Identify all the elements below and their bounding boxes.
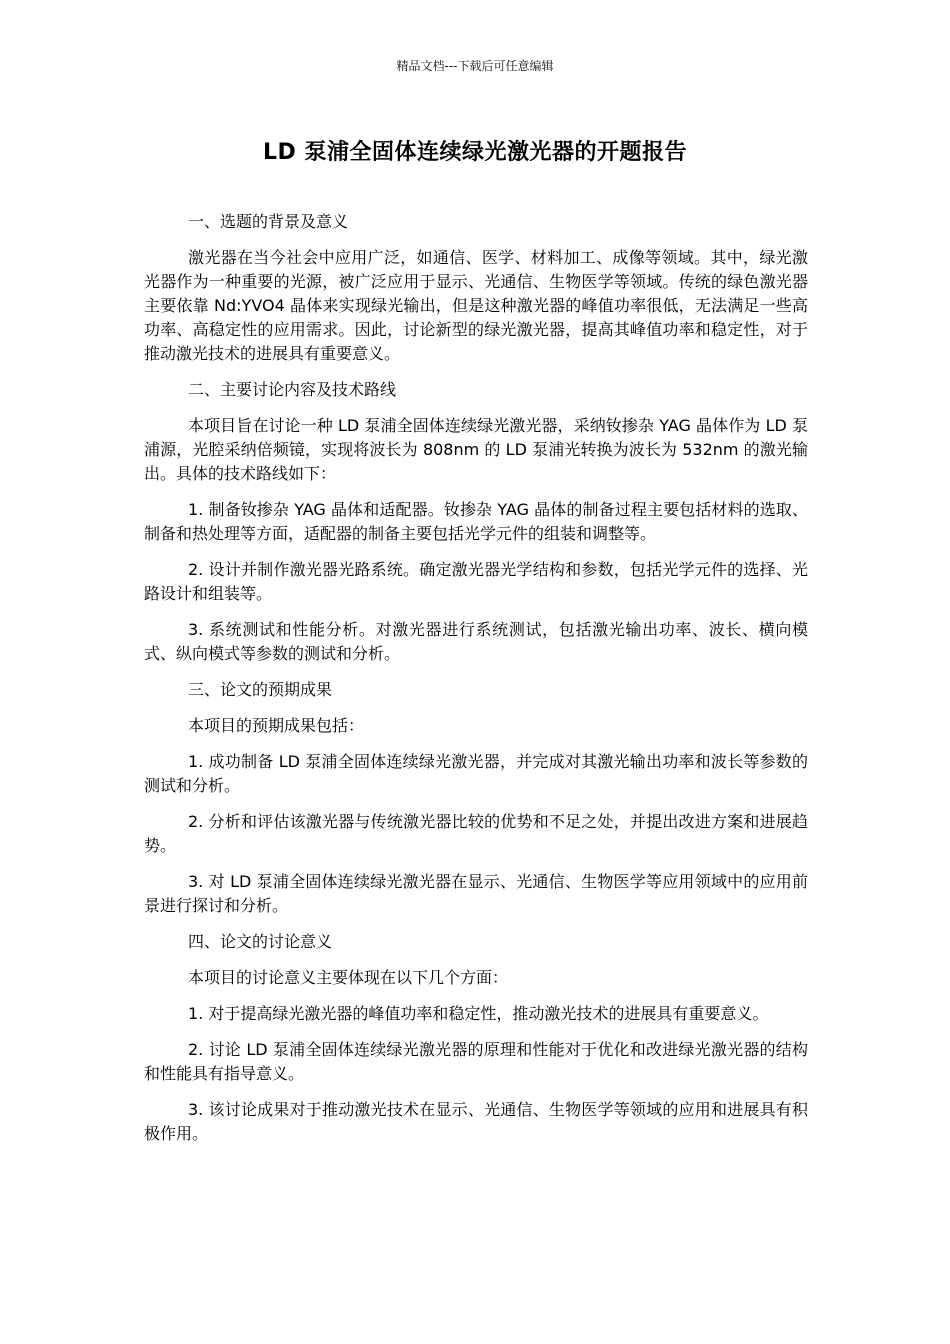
- list-item: 1. 对于提高绿光激光器的峰值功率和稳定性，推动激光技术的进展具有重要意义。: [188, 1004, 769, 1023]
- document-body: [144, 210, 808, 1158]
- list-item: 2. 分析和评估该激光器与传统激光器比较的优势和不足之处，并提出改进方案和进展趋势。: [144, 812, 808, 855]
- document-title: LD 泵浦全固体连续绿光激光器的开题报告: [263, 140, 687, 165]
- body-paragraph: 本项目的预期成果包括：: [188, 716, 365, 735]
- list-item: 1. 成功制备 LD 泵浦全固体连续绿光激光器，并完成对其激光输出功率和波长等参数的测试和分析。: [144, 752, 808, 795]
- list-item: 3. 对 LD 泵浦全固体连续绿光激光器在显示、光通信、生物医学等应用领域中的应用前景进行探讨和分析。: [144, 872, 808, 915]
- list-item: 1. 制备钕掺杂 YAG 晶体和适配器。钕掺杂 YAG 晶体的制备过程主要包括材料的选取、制备和热处理等方面，适配器的制备主要包括光学元件的组装和调整等。: [144, 500, 808, 543]
- list-item: 3. 该讨论成果对于推动激光技术在显示、光通信、生物医学等领域的应用和进展具有积极作用。: [144, 1100, 808, 1143]
- body-paragraph: 本项目的讨论意义主要体现在以下几个方面：: [188, 968, 509, 987]
- section-heading-expected-results: 三、论文的预期成果: [188, 680, 333, 699]
- list-item: 2. 讨论 LD 泵浦全固体连续绿光激光器的原理和性能对于优化和改进绿光激光器的结构和性能具有指导意义。: [144, 1040, 808, 1083]
- body-paragraph: 本项目旨在讨论一种 LD 泵浦全固体连续绿光激光器，采纳钕掺杂 YAG 晶体作为 LD 泵浦源，光腔采纳倍频镜，实现将波长为 808nm 的 LD 泵浦光转换为波长为 532nm 的激光输出。具体的技术路线如下：: [144, 416, 808, 483]
- section-heading-background: 一、选题的背景及意义: [188, 212, 349, 231]
- list-item: 3. 系统测试和性能分析。对激光器进行系统测试，包括激光输出功率、波长、横向模式、纵向模式等参数的测试和分析。: [144, 620, 808, 663]
- section-heading-significance: 四、论文的讨论意义: [188, 932, 333, 951]
- body-paragraph: 激光器在当今社会中应用广泛，如通信、医学、材料加工、成像等领域。其中，绿光激光器作为一种重要的光源，被广泛应用于显示、光通信、生物医学等领域。传统的绿色激光器主要依靠 Nd:YVO4 晶体来实现绿光输出，但是这种激光器的峰值功率很低，无法满足一些高功率、高稳定性的应用需求。因此，讨论新型的绿光激光器，提高其峰值功率和稳定性，对于推动激光技术的进展具有重要意义。: [144, 248, 808, 363]
- header-note: 精品文档---下载后可任意编辑: [396, 59, 554, 73]
- list-item: 2. 设计并制作激光器光路系统。确定激光器光学结构和参数，包括光学元件的选择、光路设计和组装等。: [144, 560, 808, 603]
- section-heading-research-content: 二、主要讨论内容及技术路线: [188, 380, 397, 399]
